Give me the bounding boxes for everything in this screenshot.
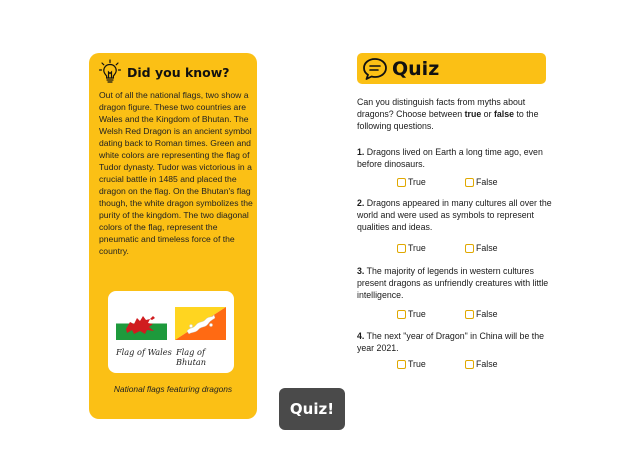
did-you-know-card	[89, 53, 257, 419]
intro-text-end: to the following questions.	[357, 109, 539, 131]
question-number: 4.	[357, 331, 365, 341]
question-body: Dragons appeared in many cultures all over the world and were used as symbols to represent qualities and ideas.	[357, 198, 552, 232]
option-label: False	[476, 177, 498, 187]
checkbox[interactable]	[397, 178, 406, 187]
checkbox[interactable]	[397, 360, 406, 369]
quiz-title: Quiz	[392, 57, 440, 80]
answer-options	[357, 358, 552, 370]
intro-text-start: Can you distinguish facts from myths about dragons? Choose between	[357, 97, 526, 119]
q4-false-option[interactable]	[465, 358, 498, 370]
wales-flag-icon	[116, 307, 167, 340]
question-text	[357, 197, 552, 233]
wales-flag-label: Flag of Wales	[116, 347, 172, 357]
info-title: Did you know?	[127, 64, 230, 80]
option-label: False	[476, 359, 498, 369]
question-body: Dragons lived on Earth a long time ago, even before dinosaurs.	[357, 147, 543, 169]
q3-false-option[interactable]	[465, 308, 498, 320]
bhutan-flag-label: Flag of Bhutan	[176, 347, 207, 367]
lightbulb-icon	[99, 59, 121, 85]
answer-options	[357, 308, 552, 320]
checkbox[interactable]	[465, 360, 474, 369]
question-text	[357, 330, 552, 354]
option-label: True	[408, 359, 426, 369]
speech-bubble-icon	[362, 57, 388, 81]
answer-options	[357, 242, 552, 254]
q4-true-option[interactable]	[397, 358, 426, 370]
quiz-intro	[357, 96, 547, 132]
checkbox[interactable]	[465, 178, 474, 187]
question-1	[357, 146, 552, 187]
intro-false-word: false	[493, 109, 515, 119]
checkbox[interactable]	[465, 244, 474, 253]
option-label: True	[408, 177, 426, 187]
bhutan-flag-icon	[175, 307, 226, 340]
question-text	[357, 146, 552, 170]
answer-options	[357, 176, 552, 188]
question-text	[357, 265, 552, 301]
question-number: 2.	[357, 198, 365, 208]
flags-box	[108, 291, 234, 373]
quiz-button[interactable]: Quiz!	[279, 388, 345, 430]
question-4	[357, 330, 552, 369]
question-body: The majority of legends in western cultures present dragons as unfriendly creatures with little intelligence.	[357, 266, 549, 300]
intro-true-word: true	[464, 109, 482, 119]
question-number: 1.	[357, 147, 365, 157]
info-text: Out of all the national flags, two show a dragon figure. These two countries are Wales and the Kingdom of Bhutan. The Welsh Red Dragon is an ancient symbol dating back to Roman times. Green and white colors are representing the flag of Tudor dynasty. Tudor was victorious in a crucial battle in 1485 and placed the dragon on the flag. On the Bhutan's flag though, the white dragon symbolizes the purity of the kingdom. The two diagonal colors of the flag, represent the pneumatic and timeless force of the country.	[99, 90, 253, 256]
question-2	[357, 197, 552, 253]
checkbox[interactable]	[397, 310, 406, 319]
option-label: True	[408, 309, 426, 319]
q3-true-option[interactable]	[397, 308, 426, 320]
question-number: 3.	[357, 266, 365, 276]
checkbox[interactable]	[397, 244, 406, 253]
question-body: The next "year of Dragon" in China will be the year 2021.	[357, 331, 545, 353]
question-3	[357, 265, 552, 319]
option-label: True	[408, 243, 426, 253]
info-header	[99, 59, 230, 85]
option-label: False	[476, 243, 498, 253]
intro-text-mid: or	[481, 109, 494, 119]
q1-true-option[interactable]	[397, 176, 426, 188]
quiz-header	[357, 53, 546, 84]
checkbox[interactable]	[465, 310, 474, 319]
option-label: False	[476, 309, 498, 319]
q2-false-option[interactable]	[465, 242, 498, 254]
q1-false-option[interactable]	[465, 176, 498, 188]
flags-caption: National flags featuring dragons	[113, 384, 233, 394]
q2-true-option[interactable]	[397, 242, 426, 254]
